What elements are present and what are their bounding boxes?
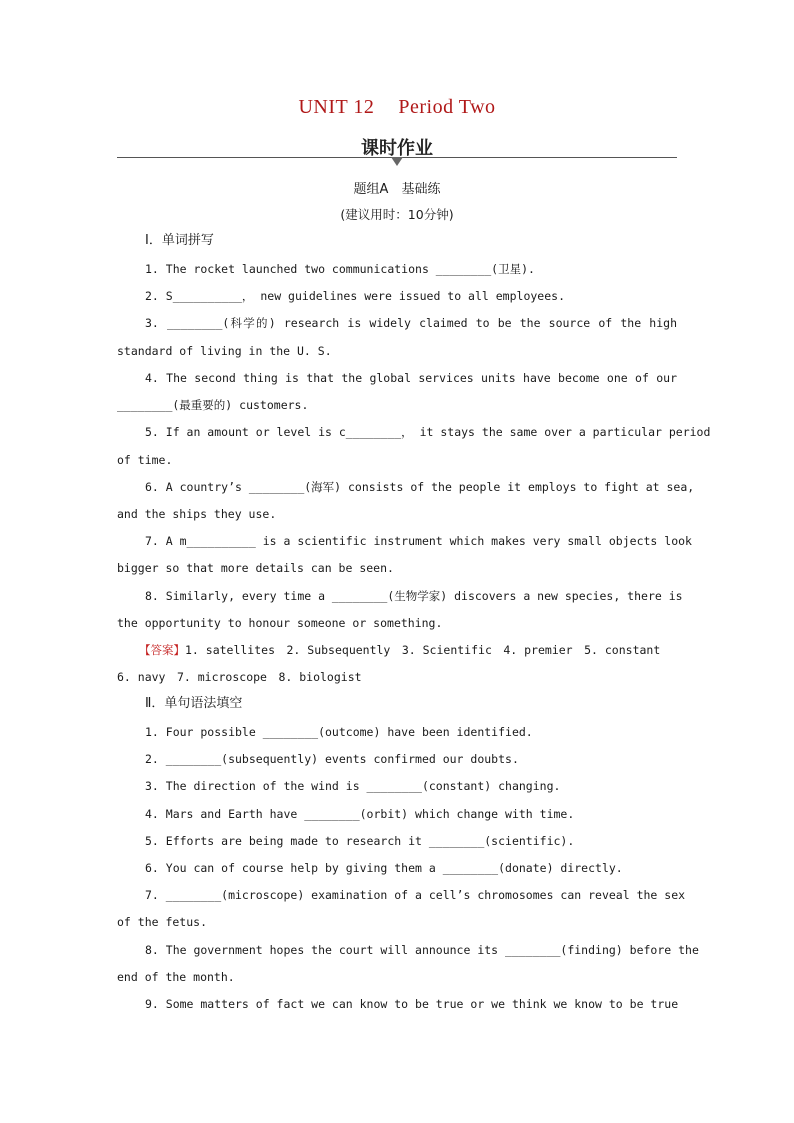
unit-label: UNIT 12 [298,96,375,118]
question-line: the opportunity to honour someone or something. [117,616,443,630]
question-line: 7. ________(microscope) examination of a cell’s chromosomes can reveal the sex [145,888,686,902]
divider-triangle-icon [391,157,403,166]
question-line: 3. The direction of the wind is ________(constant) changing. [145,779,561,793]
question-line: 2. S__________， new guidelines were issued to all employees. [145,289,565,303]
answer-text: 1. satellites 2. Subsequently 3. Scientific 4. premier 5. constant [185,643,661,657]
question-line: 7. A m__________ is a scientific instrument which makes very small objects look [145,534,692,548]
question-line: standard of living in the U. S. [117,344,332,358]
question-line: 1. Four possible ________(outcome) have been identified. [145,725,533,739]
group-title: 题组A 基础练 [353,182,441,197]
question-line: 9. Some matters of fact we can know to be true or we think we know to be true [145,997,679,1011]
question-line: 6. You can of course help by giving them a ________(donate) directly. [145,861,623,875]
question-line: end of the month. [117,970,235,984]
unit-title [0,96,794,119]
question-line: 1. The rocket launched two communications ________(卫星). [145,262,535,276]
question-line: 2. ________(subsequently) events confirmed our doubts. [145,752,519,766]
question-line: of time. [117,453,173,467]
suggested-time: (建议用时：10分钟) [340,207,454,222]
period-label: Period Two [398,96,496,118]
question-line: 5. Efforts are being made to research it ________(scientific). [145,834,575,848]
question-line: of the fetus. [117,915,208,929]
question-line: 4. Mars and Earth have ________(orbit) which change with time. [145,807,575,821]
question-line: 5. If an amount or level is c________， it stays the same over a particular period [145,425,711,439]
question-line: bigger so that more details can be seen. [117,561,394,575]
question-line: 8. Similarly, every time a ________(生物学家) discovers a new species, there is [145,589,683,603]
section-title: Ⅰ．单词拼写 [145,233,214,248]
question-line: and the ships they use. [117,507,277,521]
answer-tag: 【答案】 [139,643,185,657]
question-line: 3. ________(科学的) research is widely claimed to be the source of the high [145,316,677,330]
question-line: 4. The second thing is that the global services units have become one of our [145,371,677,385]
homework-title: 课时作业 [361,138,433,159]
section-title: Ⅱ．单句语法填空 [145,696,243,711]
question-line: 8. The government hopes the court will announce its ________(finding) before the [145,943,699,957]
question-line: ________(最重要的) customers. [117,398,309,412]
question-line: 6. A country’s ________(海军) consists of the people it employs to fight at sea, [145,480,695,494]
answer-line [117,642,677,658]
answer-line: 6. navy 7. microscope 8. biologist [117,670,362,684]
